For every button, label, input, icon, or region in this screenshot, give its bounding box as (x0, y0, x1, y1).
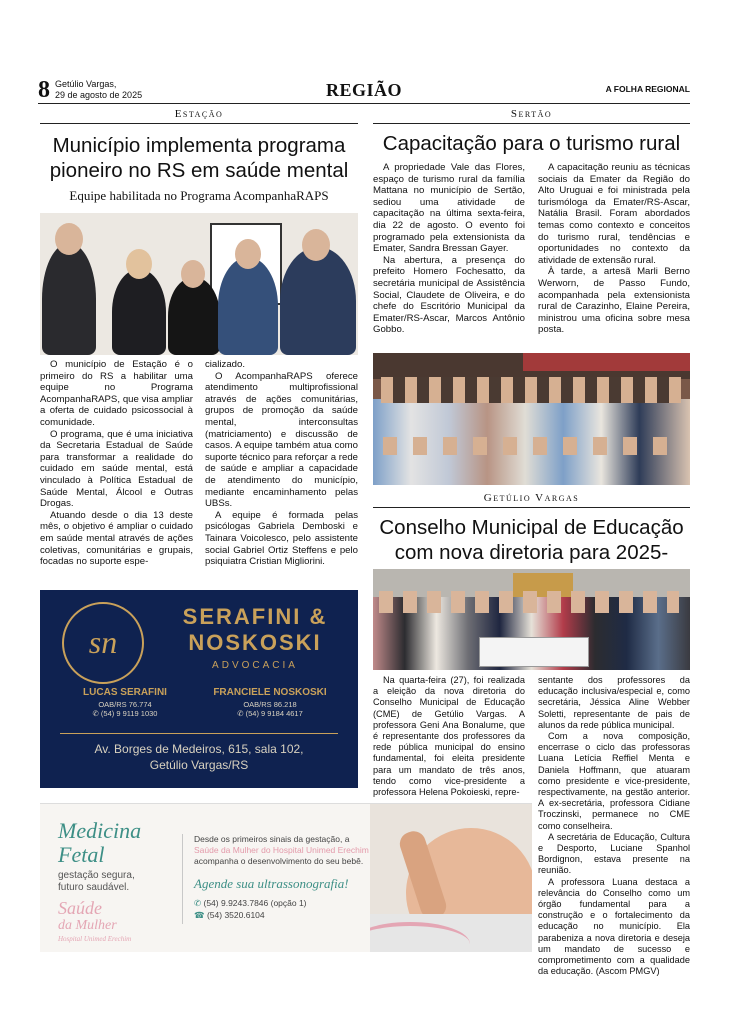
ad-phone1-number: (54) 9.9243.7846 (opção 1) (203, 898, 307, 908)
page-header (38, 78, 690, 104)
ad-title-line1: Medicina (58, 818, 142, 843)
paragraph: Atuando desde o dia 13 deste mês, o objetivo é ampliar o cuidado em saúde mental através de ações coletivas, comunitárias e grupais, focadas no suporte espe- (40, 509, 193, 568)
banner-sign (479, 637, 589, 667)
header-date: 29 de agosto de 2025 (55, 90, 143, 100)
lawyer1-phone (60, 709, 190, 718)
page-number: 8 (38, 77, 50, 103)
team-photo (40, 213, 358, 355)
tag-rule (40, 123, 358, 124)
tag-rule (373, 123, 690, 124)
section-title: REGIÃO (325, 80, 402, 100)
whatsapp-icon: ✆ (92, 709, 99, 718)
pregnancy-photo (370, 804, 532, 952)
paragraph: cializado. (205, 359, 245, 370)
firm-name-line1: SERAFINI & (182, 604, 328, 629)
ad-tagline1: gestação segura, (58, 870, 135, 881)
right-top-col2 (538, 162, 690, 336)
ad-text-line3: acompanha o desenvolvimento do seu bebê. (194, 856, 364, 866)
lawyer2-phone-number: (54) 9 9184 4617 (245, 709, 303, 718)
paragraph: A equipe é formada pelas psicólogas Gabriela Demboski e Tainara Voicolesco, pelo assistente social Gabriel Ortiz Steffens e pelo psiquiatra Cristian Migliorini. (205, 509, 358, 568)
whatsapp-icon: ✆ (237, 709, 244, 718)
right-top-col1 (373, 162, 525, 336)
paragraph: A propriedade Vale das Flores, espaço de turismo rural da família Mattana no município de Sertão, sediou uma atividade de capacitação na última sexta-feira, dia 22 de agosto. O evento foi programado pela extensionista da Emater, Sandra Bressan Gayer. (373, 162, 525, 255)
ad-divider-vertical (182, 834, 183, 924)
paragraph: sentante dos professores da educação inclusiva/especial e, como secretária, Jéssica Aline Webber Soletti, representante de pais de alunos da rede pública municipal. (538, 675, 690, 730)
tag-rule (373, 507, 690, 508)
paragraph: A capacitação reuniu as técnicas sociais da Emater da Região do Alto Uruguai e foi ministrada pela turismóloga da Emater/RS-Ascar, Natália Brasil. Foram abordados temas como contexto e conceitos do turismo rural, tendências e oportunidades no contexto da atividade de extensão rural. (538, 162, 690, 266)
group-photo-training (373, 353, 690, 485)
ad-phone2-number: (54) 3520.6104 (206, 910, 265, 920)
ad-cta: Agende sua ultrassonografia! (194, 876, 349, 891)
group-photo-council (373, 569, 690, 670)
firm-name-line2: NOSKOSKI (188, 630, 322, 655)
paragraph: À tarde, a artesã Marli Berno Werworn, de Passo Fundo, acompanhada pela extensionista rural de Carazinho, Elaine Pereira, ministrou uma oficina sobre mesa posta. (538, 266, 690, 336)
lawyer1-phone-number: (54) 9 9119 1030 (100, 709, 158, 718)
firm-address-line2: Getúlio Vargas/RS (149, 758, 249, 772)
article-title: Conselho Municipal de Educação com nova diretoria para 2025- (379, 516, 684, 564)
firm-subtitle: ADVOCACIA (212, 660, 298, 671)
ad-text-line1: Desde os primeiros sinais da gestação, a (194, 834, 350, 844)
article-title: Município implementa programa pioneiro no RS em saúde mental (49, 134, 349, 182)
brand-line3: Hospital Unimed Erechim (58, 935, 132, 943)
lawyer2-phone (200, 709, 340, 718)
publication-name: A FOLHA REGIONAL (605, 84, 690, 94)
section-tag-sertao: Sertão (510, 108, 553, 120)
article-title: Capacitação para o turismo rural (382, 132, 681, 155)
paragraph: O município de Estação é o primeiro do RS a habilitar uma equipe no Programa AcompanhaRAPS, que visa ampliar a oferta de cuidado psicossocial à comunidade. (40, 359, 193, 428)
paragraph: A secretária de Educação, Cultura e Desporto, Luciane Spanhol Bordignon, estava presente na reunião. (538, 831, 690, 876)
paragraph: O programa, que é uma iniciativa da Secretaria Estadual de Saúde para transformar a realidade do cuidado em saúde mental, está vinculado à Política Estadual de Saúde Mental, Álcool e Outras Drogas. (40, 428, 193, 510)
monogram-logo (62, 602, 144, 684)
monogram-text: sn (88, 624, 118, 660)
lawyer1-oab: OAB/RS 76.774 (98, 700, 152, 709)
header-rule (38, 103, 690, 104)
section-tag-estacao: Estação (174, 108, 224, 120)
paragraph: A professora Luana destaca a relevância do Conselho como um órgão fundamental para a construção e o fortalecimento da educação no município. Ela parabeniza a nova diretoria e deseja um mandato de sucesso e comprometimento com a qualidade da educação. (Ascom PMGV) (538, 876, 690, 977)
header-city: Getúlio Vargas, (55, 79, 117, 89)
right-bottom-col1 (373, 675, 525, 798)
article-subtitle: Equipe habilitada no Programa AcompanhaRAPS (69, 188, 329, 203)
ad-title-line2: Fetal (58, 842, 105, 867)
ad-phone2 (194, 910, 265, 921)
health-ad (40, 803, 532, 952)
paragraph: Na abertura, a presença do prefeito Homero Fochesatto, da secretária municipal de Assistência Social, Claudete de Oliveira, e do chefe do Escritório Municipal da Emater/RS-Ascar, Marcos Antônio Gobbo. (373, 254, 525, 336)
section-tag-getulio-vargas: Getúlio Vargas (483, 492, 580, 504)
left-article-col1 (40, 359, 193, 568)
right-bottom-col2 (538, 675, 690, 977)
lawyer2-name: FRANCIELE NOSKOSKI (213, 687, 327, 698)
ad-text-line2: Saúde da Mulher do Hospital Unimed Erechim (194, 845, 369, 855)
paragraph: O AcompanhaRAPS oferece atendimento multiprofissional através de ações comunitárias, grupos de promoção da saúde mental, interconsultas (matriciamento) e discussão de casos. A equipe também atua como suporte técnico para reforçar a rede de saúde e ampliar a capacidade de atendimento do município, mediante encaminhamento pelas UBSs. (205, 370, 358, 510)
lawyer2-oab: OAB/RS 86.218 (243, 700, 297, 709)
paragraph: Com a nova composição, encerrase o ciclo das professoras Luana Letícia Reffiel Menta e Daniela Hoffmann, que atuaram como presidente e vice-presidente, respectivamente, na gestão anterior. A ex-secretária, professora Cidiane Troczinski, permanece no CME como conselheira. (538, 731, 690, 831)
whatsapp-icon: ✆ (194, 898, 202, 908)
phone-icon: ☎ (194, 910, 205, 920)
paragraph: Na quarta-feira (27), foi realizada a eleição da nova diretoria do Conselho Municipal de Educação (CME) de Getúlio Vargas. A professora Geni Ana Bonalume, que é representante dos professores da rede pública municipal do ensino fundamental, foi eleita presidente para um mandato de três anos, tendo como vice-presidente a professora Helena Pokoieski, repre- (373, 675, 525, 798)
lawyer1-name: LUCAS SERAFINI (83, 687, 167, 698)
brand-line2: da Mulher (58, 918, 117, 933)
ad-tagline2: futuro saudável. (58, 882, 130, 893)
ad-phone1 (194, 898, 307, 909)
ad-divider (60, 733, 338, 734)
law-firm-ad (40, 590, 358, 788)
firm-address-line1: Av. Borges de Medeiros, 615, sala 102, (94, 742, 304, 756)
brand-line1: Saúde (58, 898, 102, 918)
left-article-col2 (205, 359, 358, 568)
